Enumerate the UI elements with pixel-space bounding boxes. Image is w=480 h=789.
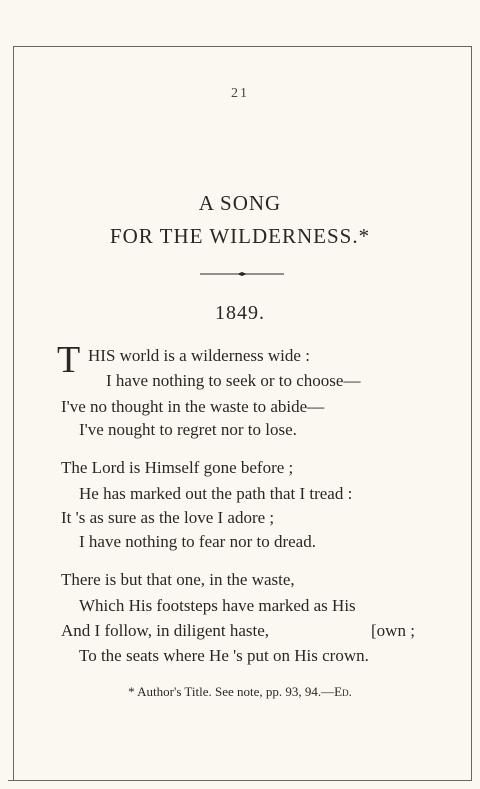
footnote [0, 684, 480, 700]
stanza-3-line-4: To the seats where He 's put on His crown. [79, 646, 369, 665]
footnote-text: * Author's Title. See note, pp. 93, 94.— [128, 684, 335, 699]
stanza-3-line-1: There is but that one, in the waste, [61, 570, 295, 589]
page-number: 21 [231, 86, 249, 101]
stanza-3-line-2: Which His footsteps have marked as His [79, 596, 356, 615]
stanza-2-line-1: The Lord is Himself gone before ; [61, 458, 294, 477]
footnote-abbr: Ed. [334, 684, 352, 699]
year: 1849. [215, 302, 265, 324]
stanza-2-line-3: It 's as sure as the love I adore ; [61, 508, 275, 527]
stanza-1-line-1: HIS world is a wilderness wide : [88, 346, 310, 365]
drop-cap: T [57, 339, 81, 381]
bottom-rule [8, 780, 472, 781]
stanza-1-line-4: I've nought to regret nor to lose. [79, 420, 297, 439]
stanza-1-line-2: I have nothing to seek or to choose— [106, 371, 361, 390]
title-line-2: FOR THE WILDERNESS.* [109, 224, 371, 248]
stanza-3-line-3: And I follow, in diligent haste, [61, 621, 270, 640]
stanza-3-overflow-word: [own ; [371, 621, 415, 640]
stanza-2-line-4: I have nothing to fear nor to dread. [79, 532, 316, 551]
stanza-1-line-3: I've no thought in the waste to abide— [61, 397, 325, 416]
stanza-2-line-2: He has marked out the path that I tread : [79, 484, 353, 503]
ornament-rule [200, 271, 284, 277]
title-line-1: A SONG [198, 191, 282, 215]
